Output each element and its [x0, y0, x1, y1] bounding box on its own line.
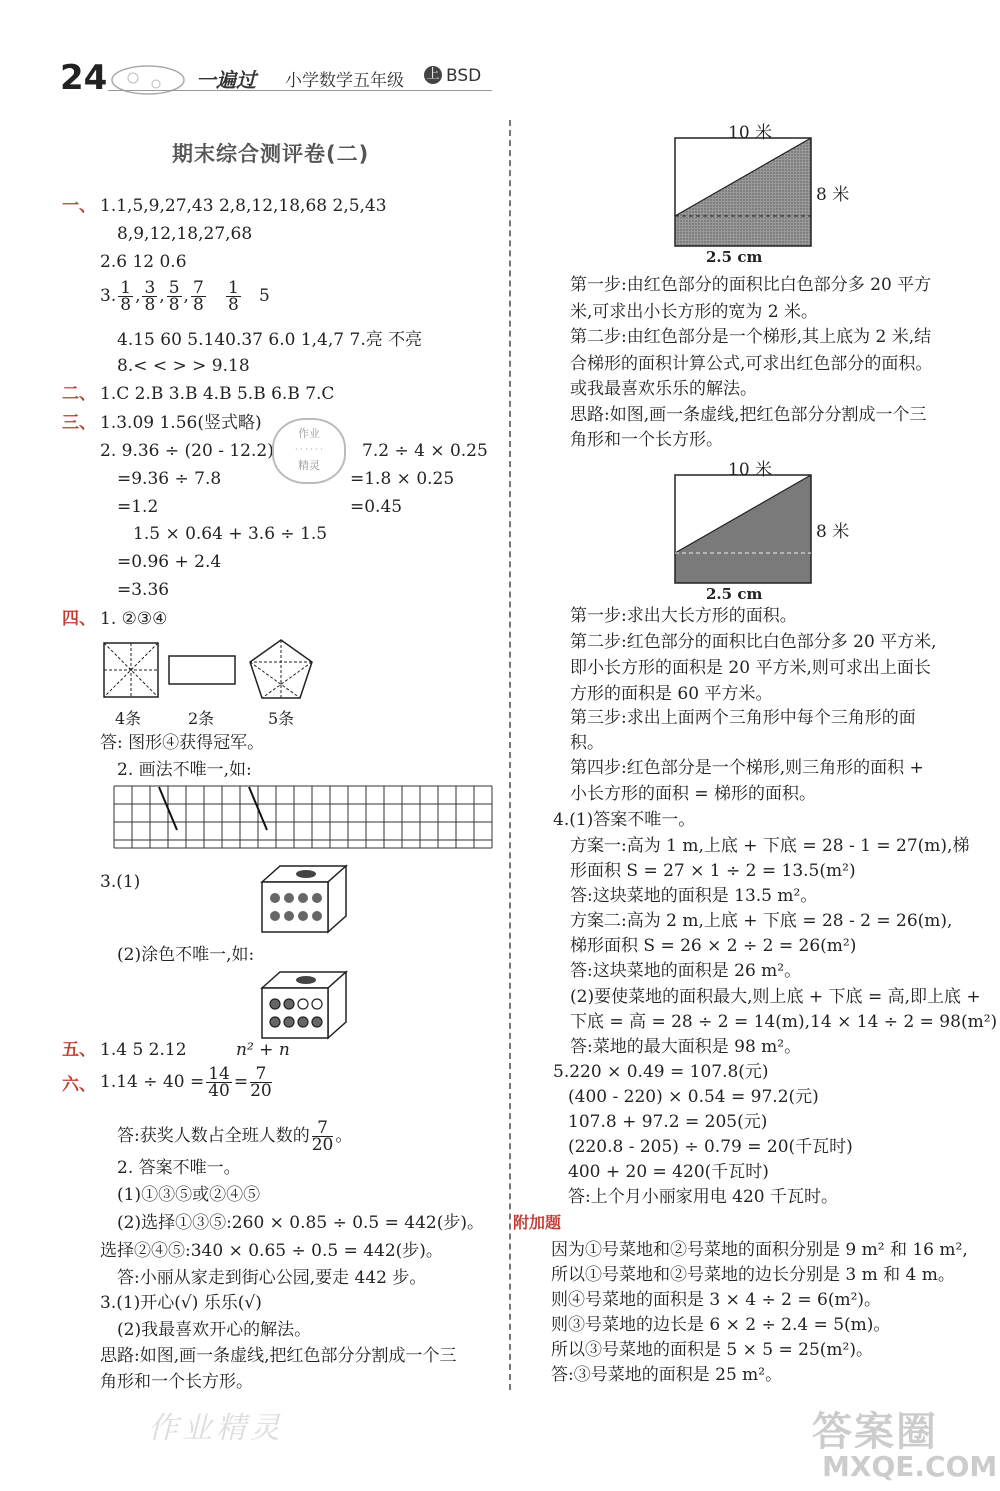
r-p1-6: 角形和一个长方形。 [570, 430, 723, 450]
r-p3-13: (220.8 - 205) ÷ 0.79 = 20(千瓦时) [568, 1137, 853, 1157]
subject-label: 小学数学五年级 [285, 71, 404, 91]
s1-line1: 1.1,5,9,27,43 2,8,12,18,68 2,5,43 [100, 196, 387, 216]
s6-q3a: 3.(1)开心(√) 乐乐(√) [100, 1293, 262, 1313]
bonus-line-3: 则③号菜地的边长是 6 × 2 ÷ 2.4 = 5(m)。 [551, 1315, 891, 1335]
bonus-title: 附加题 [513, 1213, 562, 1232]
r-p3-4: 方案二:高为 2 m,上底 + 下底 = 28 - 2 = 26(m), [570, 911, 953, 931]
s6-answer1-end: 。 [335, 1126, 353, 1146]
figure2-bottom-label: 2.5 cm [706, 585, 763, 603]
s5-expr: n² + n [236, 1040, 290, 1060]
s6-q2d: 答:小丽从家走到街心公园,要走 442 步。 [117, 1268, 427, 1288]
header-doodle-icon [108, 58, 188, 98]
s4-answer1: 答: 图形④获得冠军。 [100, 733, 265, 753]
bonus-line-2: 则④号菜地的面积是 3 × 4 ÷ 2 = 6(m²)。 [551, 1290, 882, 1310]
s6-q2c: 选择②④⑤:340 × 0.65 ÷ 0.5 = 442(步)。 [100, 1241, 443, 1261]
section-4-number: 四、 [62, 609, 96, 629]
s3-calc-c1: 1.5 × 0.64 + 3.6 ÷ 1.5 [133, 524, 328, 544]
bonus-line-4: 所以③号菜地的面积是 5 × 5 = 25(m²)。 [551, 1340, 873, 1360]
r-p3-2: 形面积 S = 27 × 1 ÷ 2 = 13.5(m²) [570, 861, 856, 881]
s3-calc-c2: =0.96 + 2.4 [117, 552, 222, 572]
s4-q2: 2. 画法不唯一,如: [117, 760, 252, 780]
s4-q3: 3.(1) [100, 872, 141, 892]
s3-calc-a2: =9.36 ÷ 7.8 [117, 469, 222, 489]
brand-logo: 一遍过 [196, 68, 256, 92]
r-p1-0: 第一步:由红色部分的面积比白色部分多 20 平方 [570, 275, 932, 295]
s4-line1: 1. ②③④ [100, 609, 168, 629]
s6-q3b: (2)我最喜欢开心的解法。 [117, 1320, 312, 1340]
s1-fraction-line: 3. $\frac{1}{8}$ , $\frac{3}{8}$ , $\frac{5}{8}$ , $\frac{7}{8}$ $\frac{1}{8}$ 5 [100, 278, 270, 315]
r-p1-1: 米,可求出小长方形的宽为 2 米。 [570, 302, 819, 322]
site-watermark-url: MXQE.COM [822, 1450, 998, 1483]
drawing-grid [113, 785, 493, 850]
r-p2-3: 方形的面积是 60 平方米。 [570, 684, 773, 704]
figure1-trapezoid-diagram [674, 136, 814, 248]
r-p2-7: 小长方形的面积 = 梯形的面积。 [570, 784, 817, 804]
s1-line6: 8.< < > > 9.18 [117, 356, 250, 376]
r-p3-14: 400 + 20 = 420(千瓦时) [568, 1162, 769, 1182]
r-p1-2: 第二步:由红色部分是一个梯形,其上底为 2 米,结 [570, 327, 932, 347]
s6-q3c: 思路:如图,画一条虚线,把红色部分分割成一个三 [100, 1346, 457, 1366]
figure1-top-label: 10 米 [728, 123, 773, 143]
r-p3-6: 答:这块菜地的面积是 26 m²。 [570, 961, 802, 981]
figure-caption: 5条 [268, 709, 295, 728]
figure2-trapezoid-diagram [674, 473, 814, 585]
square-symmetry-figure [103, 642, 159, 698]
r-p3-7: (2)要使菜地的面积最大,则上底 + 下底 = 高,即上底 + [570, 987, 981, 1007]
section-3-number: 三、 [62, 413, 96, 433]
fraction: $\frac{7}{20}$ [250, 1064, 272, 1101]
fraction: $\frac{7}{20}$ [311, 1118, 334, 1155]
column-divider [509, 120, 511, 1390]
r-p3-15: 答:上个月小丽家用电 420 千瓦时。 [568, 1187, 838, 1207]
cube-box-colored-figure [258, 966, 350, 1042]
s3-calc-a3: =1.2 [117, 497, 159, 517]
watermark: 作业精灵 [148, 1411, 284, 1446]
s3-calc-b2: =1.8 × 0.25 [350, 469, 455, 489]
fraction: $\frac{5}{8}$ [168, 278, 180, 315]
figure2-side-label: 8 米 [816, 522, 850, 542]
s6-q2a: (1)①③⑤或②④⑤ [117, 1185, 261, 1205]
s6-answer1-text: 答:获奖人数占全班人数的 [117, 1126, 310, 1146]
s1-line2: 8,9,12,18,27,68 [117, 224, 253, 244]
section-2-number: 二、 [62, 384, 96, 404]
r-p1-5: 思路:如图,画一条虚线,把红色部分分割成一个三 [570, 405, 927, 425]
r-p2-4: 第三步:求出上面两个三角形中每个三角形的面 [570, 708, 916, 728]
section-6-number: 六、 [62, 1075, 96, 1095]
r-p3-5: 梯形面积 S = 26 × 2 ÷ 2 = 26(m²) [570, 936, 857, 956]
stamp-seal: 作业 · · · · · · 精灵 [272, 418, 346, 484]
header-rule [108, 90, 492, 91]
r-p1-4: 或我最喜欢乐乐的解法。 [570, 379, 757, 399]
r-p3-8: 下底 = 高 = 28 ÷ 2 = 14(m),14 × 14 ÷ 2 = 98(m²) [570, 1012, 998, 1032]
page-number: 24 [60, 58, 108, 98]
fraction: $\frac{7}{8}$ [192, 278, 204, 315]
rectangle-symmetry-figure [168, 655, 238, 685]
fraction: $\frac{1}{8}$ [227, 278, 239, 315]
r-p3-9: 答:菜地的最大面积是 98 m²。 [570, 1037, 802, 1057]
figure-caption: 4条 [115, 709, 142, 728]
r-p3-11: (400 - 220) × 0.54 = 97.2(元) [568, 1087, 819, 1107]
edition-label: BSD [446, 66, 482, 86]
fraction: $\frac{1}{8}$ [120, 278, 132, 315]
s1-fraction-prefix: 3. [100, 286, 117, 306]
bonus-line-1: 所以①号菜地和②号菜地的边长分别是 3 m 和 4 m。 [551, 1265, 955, 1285]
cube-box-figure [258, 860, 350, 936]
r-p3-12: 107.8 + 97.2 = 205(元) [568, 1112, 768, 1132]
r-p2-5: 积。 [570, 733, 604, 753]
s3-calc-c3: =3.36 [117, 580, 170, 600]
figure1-side-label: 8 米 [816, 185, 850, 205]
s6-line1: 1.14 ÷ 40 = $\frac{14}{40}$ = $\frac{7}{20}$ [100, 1064, 272, 1101]
r-p3-10: 5.220 × 0.49 = 107.8(元) [553, 1062, 769, 1082]
s6-answer1 [117, 1120, 352, 1153]
site-watermark-logo: 答案圈 [812, 1409, 938, 1455]
r-p3-3: 答:这块菜地的面积是 13.5 m²。 [570, 886, 818, 906]
fraction: $\frac{14}{40}$ [208, 1064, 230, 1101]
bonus-line-0: 因为①号菜地和②号菜地的面积分别是 9 m² 和 16 m², [551, 1240, 968, 1260]
s6-q2: 2. 答案不唯一。 [117, 1158, 241, 1178]
r-p3-1: 方案一:高为 1 m,上底 + 下底 = 28 - 1 = 27(m),梯 [570, 836, 970, 856]
s1-line5: 4.15 60 5.140.37 6.0 1,4,7 7.亮 不亮 [117, 330, 423, 350]
s1-line3: 2.6 12 0.6 [100, 252, 187, 272]
s4-q3b: (2)涂色不唯一,如: [117, 945, 255, 965]
s3-calc-b1: 7.2 ÷ 4 × 0.25 [362, 441, 488, 461]
r-p2-2: 即小长方形的面积是 20 平方米,则可求出上面长 [570, 658, 931, 678]
figure1-bottom-label: 2.5 cm [706, 248, 763, 266]
r-p2-0: 第一步:求出大长方形的面积。 [570, 606, 797, 626]
r-p2-6: 第四步:红色部分是一个梯形,则三角形的面积 + [570, 758, 924, 778]
term-badge: 上 [424, 66, 442, 84]
bonus-line-5: 答:③号菜地的面积是 25 m²。 [551, 1365, 783, 1385]
s6-q3d: 角形和一个长方形。 [100, 1372, 253, 1392]
r-p3-0: 4.(1)答案不唯一。 [553, 810, 696, 830]
r-p1-3: 合梯形的面积计算公式,可求出红色部分的面积。 [570, 354, 933, 374]
fraction: $\frac{3}{8}$ [144, 278, 156, 315]
pentagon-symmetry-figure [246, 636, 316, 702]
s2-line1: 1.C 2.B 3.B 4.B 5.B 6.B 7.C [100, 384, 335, 404]
r-p2-1: 第二步:红色部分的面积比白色部分多 20 平方米, [570, 632, 937, 652]
page-title: 期末综合测评卷(二) [172, 142, 370, 166]
figure2-top-label: 10 米 [728, 460, 773, 480]
s6-expr: 1.14 ÷ 40 = [100, 1072, 205, 1092]
s6-q2b: (2)选择①③⑤:260 × 0.85 ÷ 0.5 = 442(步)。 [117, 1213, 485, 1233]
s3-calc-b3: =0.45 [350, 497, 403, 517]
section-5-number: 五、 [62, 1040, 96, 1060]
s1-fraction-end: 5 [259, 286, 270, 306]
s3-line1: 1.3.09 1.56(竖式略) [100, 413, 262, 433]
s3-calc-a1: 2. 9.36 ÷ (20 - 12.2) [100, 441, 274, 461]
section-1-number: 一、 [62, 196, 96, 216]
figure-caption: 2条 [188, 709, 215, 728]
s5-line1: 1.4 5 2.12 [100, 1040, 187, 1060]
